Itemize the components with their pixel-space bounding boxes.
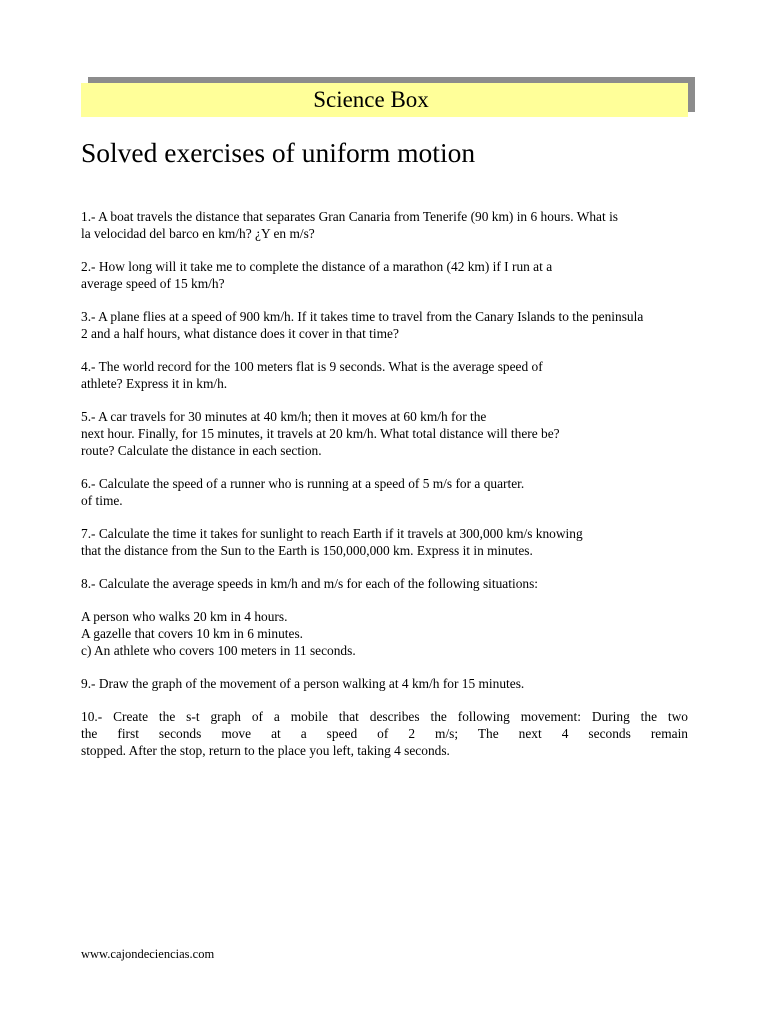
exercise-1 [81, 208, 688, 242]
exercise-line: 10.- Create the s-t graph of a mobile that describes the following movement: During the two [81, 709, 688, 724]
exercise-line: 5.- A car travels for 30 minutes at 40 km/h; then it moves at 60 km/h for the [81, 409, 487, 424]
exercise-line: 7.- Calculate the time it takes for sunlight to reach Earth if it travels at 300,000 km/s knowing [81, 526, 583, 541]
exercise-line: 9.- Draw the graph of the movement of a person walking at 4 km/h for 15 minutes. [81, 676, 525, 691]
exercise-list [81, 208, 688, 775]
exercise-line: next hour. Finally, for 15 minutes, it travels at 20 km/h. What total distance will there be? [81, 426, 560, 441]
exercise-line: 2 and a half hours, what distance does it cover in that time? [81, 326, 399, 341]
header-banner [81, 83, 688, 117]
exercise-5 [81, 408, 688, 459]
exercise-line: that the distance from the Sun to the Earth is 150,000,000 km. Express it in minutes. [81, 543, 533, 558]
banner-title: Science Box [313, 87, 429, 112]
exercise-subitems [81, 608, 688, 659]
exercise-subitem: A person who walks 20 km in 4 hours. [81, 609, 288, 624]
exercise-line: route? Calculate the distance in each section. [81, 443, 322, 458]
footer-url: www.cajondeciencias.com [81, 947, 215, 961]
exercise-line: 3.- A plane flies at a speed of 900 km/h. If it takes time to travel from the Canary Islands to the peninsula [81, 309, 644, 324]
exercise-4 [81, 358, 688, 392]
exercise-line: 1.- A boat travels the distance that separates Gran Canaria from Tenerife (90 km) in 6 hours. What is [81, 209, 619, 224]
exercise-6 [81, 475, 688, 509]
exercise-line: athlete? Express it in km/h. [81, 376, 228, 391]
exercise-9 [81, 675, 688, 692]
exercise-line: 4.- The world record for the 100 meters flat is 9 seconds. What is the average speed of [81, 359, 543, 374]
exercise-2 [81, 258, 688, 292]
exercise-7 [81, 525, 688, 559]
exercise-line: of time. [81, 493, 123, 508]
exercise-subitem: c) An athlete who covers 100 meters in 11 seconds. [81, 643, 356, 658]
exercise-line: 2.- How long will it take me to complete the distance of a marathon (42 km) if I run at a [81, 259, 553, 274]
exercise-subitem: A gazelle that covers 10 km in 6 minutes. [81, 626, 304, 641]
exercise-10 [81, 708, 688, 759]
exercise-line: average speed of 15 km/h? [81, 276, 225, 291]
exercise-line: 8.- Calculate the average speeds in km/h and m/s for each of the following situations: [81, 576, 539, 591]
exercise-8 [81, 575, 688, 659]
exercise-line: stopped. After the stop, return to the place you left, taking 4 seconds. [81, 743, 450, 758]
exercise-3 [81, 308, 688, 342]
page-title: Solved exercises of uniform motion [81, 137, 476, 168]
exercise-line: the first seconds move at a speed of 2 m/s; The next 4 seconds remain [81, 726, 688, 741]
exercise-line: la velocidad del barco en km/h? ¿Y en m/s? [81, 226, 315, 241]
exercise-line: 6.- Calculate the speed of a runner who is running at a speed of 5 m/s for a quarter. [81, 476, 525, 491]
